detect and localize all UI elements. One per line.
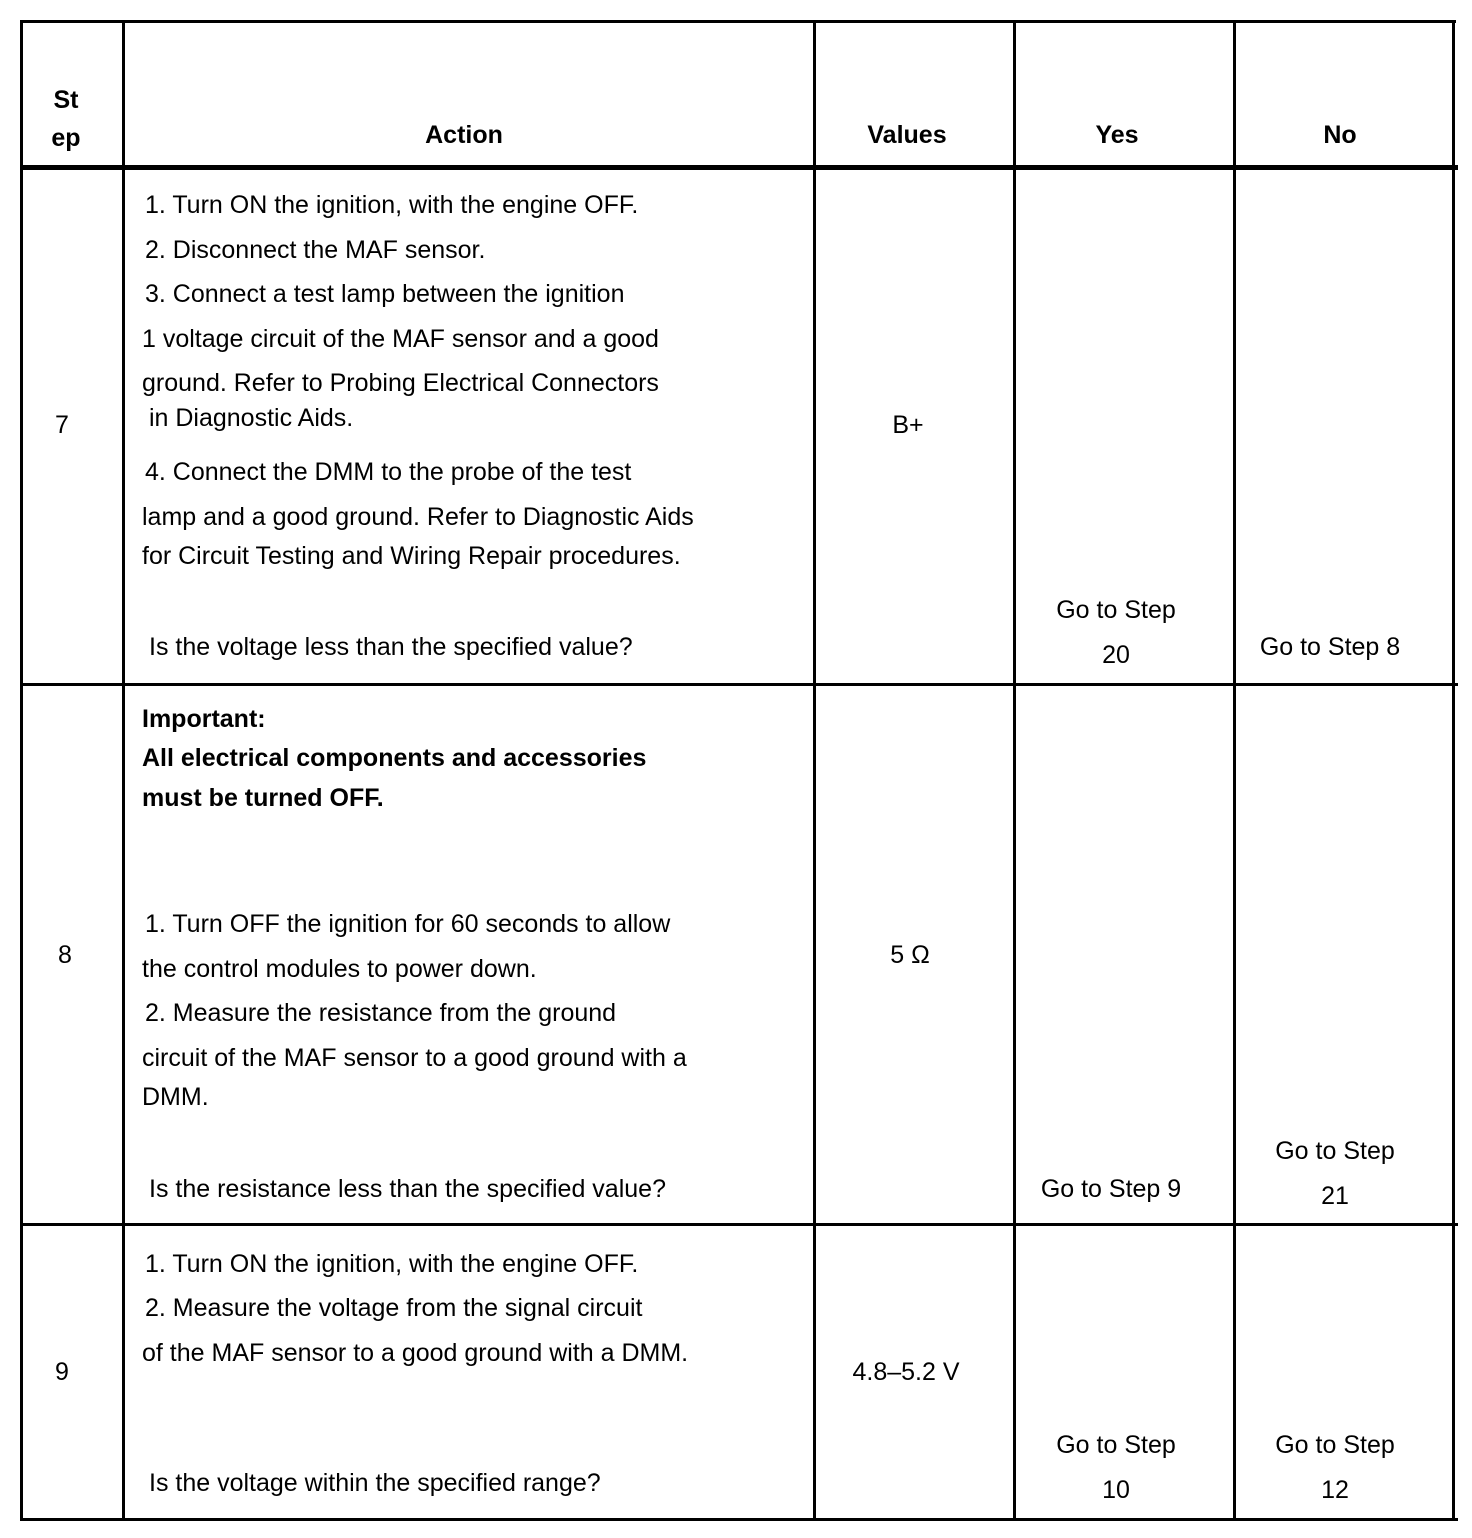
action-line: DMM. bbox=[142, 1083, 209, 1111]
action-question: Is the resistance less than the specified value? bbox=[149, 1175, 666, 1203]
no-cell bbox=[1275, 1129, 1395, 1219]
column-divider bbox=[122, 20, 125, 1521]
no-line: 21 bbox=[1321, 1182, 1349, 1210]
yes-line: 10 bbox=[1102, 1476, 1130, 1504]
row-divider bbox=[20, 1223, 1458, 1226]
header-no: No bbox=[1323, 121, 1357, 149]
header-step bbox=[51, 81, 80, 157]
value-cell: 4.8–5.2 V bbox=[852, 1358, 960, 1386]
action-line: 2. Measure the voltage from the signal circuit bbox=[145, 1294, 643, 1322]
column-divider bbox=[813, 20, 816, 1521]
action-line: 2. Disconnect the MAF sensor. bbox=[145, 236, 486, 264]
action-line: for Circuit Testing and Wiring Repair procedures. bbox=[142, 542, 681, 570]
row-divider bbox=[20, 683, 1458, 686]
no-cell: Go to Step 8 bbox=[1259, 633, 1401, 661]
action-line: of the MAF sensor to a good ground with a DMM. bbox=[142, 1339, 689, 1367]
yes-line: 20 bbox=[1102, 641, 1130, 669]
important-line: must be turned OFF. bbox=[142, 784, 384, 812]
no-line: Go to Step bbox=[1275, 1431, 1395, 1459]
action-line: 4. Connect the DMM to the probe of the test bbox=[145, 458, 632, 486]
action-line: ground. Refer to Probing Electrical Connectors bbox=[142, 369, 659, 397]
no-line: Go to Step bbox=[1275, 1137, 1395, 1165]
table-border-bottom bbox=[20, 1518, 1458, 1521]
action-question: Is the voltage less than the specified value? bbox=[149, 633, 633, 661]
yes-line: Go to Step bbox=[1056, 1431, 1176, 1459]
yes-cell: Go to Step 9 bbox=[1040, 1175, 1182, 1203]
header-action: Action bbox=[425, 121, 503, 149]
step-number: 8 bbox=[58, 941, 72, 969]
header-yes: Yes bbox=[1095, 121, 1139, 149]
yes-line: Go to Step bbox=[1056, 596, 1176, 624]
no-cell bbox=[1275, 1423, 1395, 1513]
table-border-right bbox=[1452, 20, 1455, 1521]
action-line: circuit of the MAF sensor to a good ground with a bbox=[142, 1044, 687, 1072]
action-question: Is the voltage within the specified range? bbox=[149, 1469, 601, 1497]
header-divider bbox=[20, 165, 1458, 170]
action-line: 1. Turn ON the ignition, with the engine OFF. bbox=[145, 1250, 639, 1278]
action-line: the control modules to power down. bbox=[142, 955, 537, 983]
action-line: 2. Measure the resistance from the ground bbox=[145, 999, 617, 1027]
yes-cell bbox=[1056, 1423, 1176, 1513]
action-line: 1. Turn ON the ignition, with the engine OFF. bbox=[145, 191, 639, 219]
step-number: 7 bbox=[55, 411, 69, 439]
action-line: 3. Connect a test lamp between the ignition bbox=[145, 280, 625, 308]
header-step-line1: St bbox=[53, 86, 79, 114]
table-border-top bbox=[20, 20, 1456, 23]
column-divider bbox=[1013, 20, 1016, 1521]
header-values: Values bbox=[867, 121, 947, 149]
action-line: 1. Turn OFF the ignition for 60 seconds to allow bbox=[145, 910, 671, 938]
important-line: Important: bbox=[142, 705, 266, 733]
action-line: in Diagnostic Aids. bbox=[142, 404, 354, 432]
value-cell: 5 Ω bbox=[890, 941, 930, 969]
step-number: 9 bbox=[55, 1358, 69, 1386]
action-line: lamp and a good ground. Refer to Diagnostic Aids bbox=[142, 503, 694, 531]
important-line: All electrical components and accessories bbox=[142, 744, 647, 772]
yes-cell bbox=[1056, 588, 1176, 678]
value-cell: B+ bbox=[892, 411, 924, 439]
column-divider bbox=[1233, 20, 1236, 1521]
action-line: 1 voltage circuit of the MAF sensor and a good bbox=[142, 325, 659, 353]
table-border-left bbox=[20, 20, 23, 1521]
no-line: 12 bbox=[1321, 1476, 1349, 1504]
header-step-line2: ep bbox=[51, 124, 81, 152]
